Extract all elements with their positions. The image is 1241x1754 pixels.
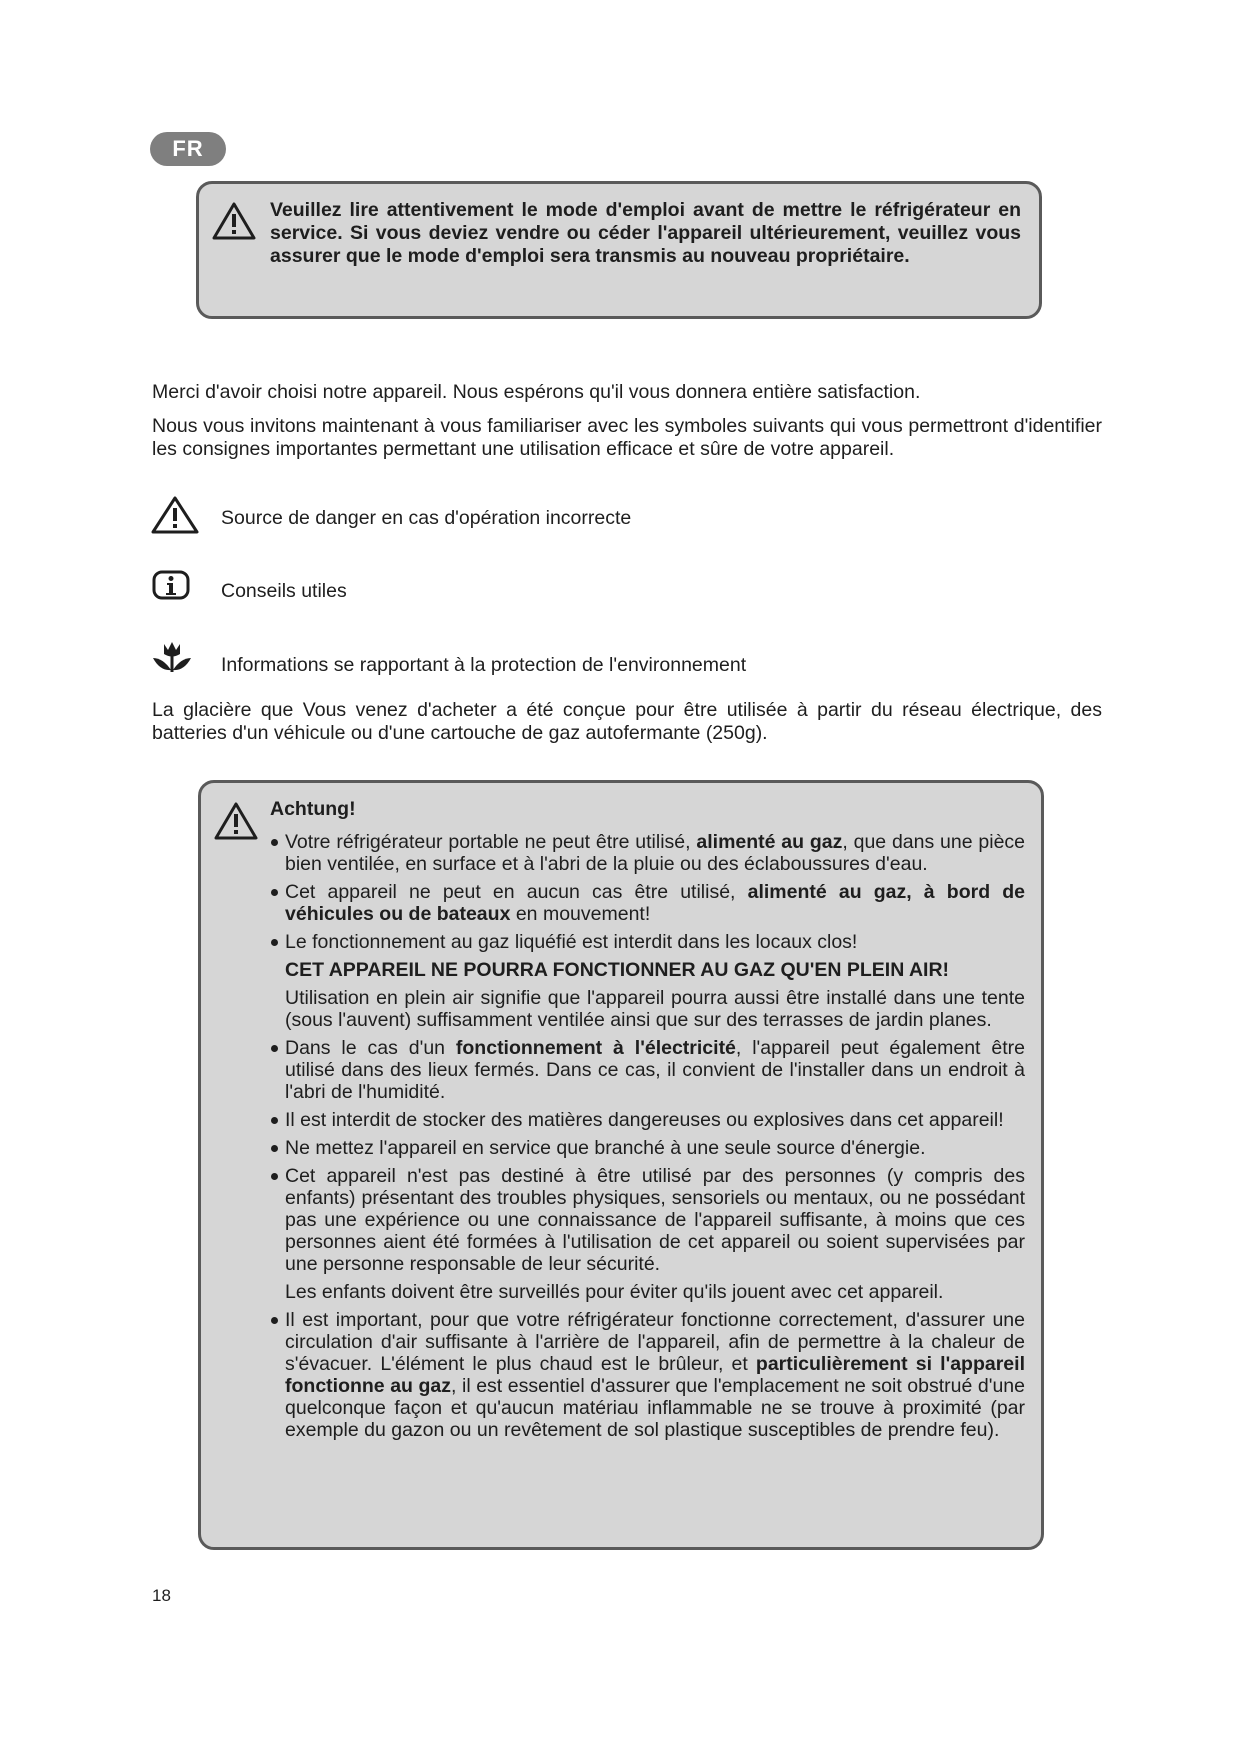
- info-icon: [150, 568, 194, 604]
- list-item: Il est important, pour que votre réfrigérateur fonctionne correctement, d'assurer une circulation d'air suffisante à l'arrière de l'appareil, afin de permettre à la chaleur de s'évacuer. L'élément le plus chaud est le brûleur, et particulièrement si l'appareil fonctionne au gaz, il est essentiel d'assurer que l'emplacement ne soit obstrué d'une quelconque façon et qu'aucun matériau inflammable ne se trouve à proximité (par exemple du gazon ou un revêtement de sol plastique susceptibles de prendre feu).: [285, 1309, 1025, 1441]
- bullet-icon: [271, 839, 278, 846]
- warning-caps-text: CET APPAREIL NE POURRA FONCTIONNER AU GAZ QU'EN PLEIN AIR!: [285, 959, 950, 981]
- environment-flower-icon: [150, 638, 194, 678]
- intro-thanks: Merci d'avoir choisi notre appareil. Nous espérons qu'il vous donnera entière satisfaction.: [152, 381, 921, 403]
- list-item: Cet appareil ne peut en aucun cas être utilisé, alimenté au gaz, à bord de véhicules ou de bateaux en mouvement!: [285, 881, 1025, 925]
- warning-triangle-icon: [211, 201, 257, 241]
- warning-triangle-icon: [213, 801, 259, 841]
- bullet-icon: [271, 1173, 278, 1180]
- list-item: Ne mettez l'appareil en service que branché à une seule source d'énergie.: [285, 1137, 1025, 1159]
- bullet-icon: [271, 1117, 278, 1124]
- danger-label: Source de danger en cas d'opération incorrecte: [221, 507, 632, 529]
- list-item: Il est interdit de stocker des matières dangereuses ou explosives dans cet appareil!: [285, 1109, 1025, 1131]
- product-description: La glacière que Vous venez d'acheter a été conçue pour être utilisée à partir du réseau électrique, des batteries d'un véhicule ou d'une cartouche de gaz autofermante (250g).: [152, 699, 1102, 744]
- notice-text: Veuillez lire attentivement le mode d'emploi avant de mettre le réfrigérateur en service. Si vous deviez vendre ou céder l'appareil ultérieurement, veuillez vous assurer que le mode d'emploi sera transmis au nouveau propriétaire.: [270, 199, 1021, 267]
- bullet-icon: [271, 939, 278, 946]
- bullet-icon: [271, 1045, 278, 1052]
- list-item: Cet appareil n'est pas destiné à être utilisé par des personnes (y compris des enfants) présentant des troubles physiques, sensoriels ou mentaux, ou ne possédant pas une expérience ou une connaissance de l'appareil suffisante, à moins que ces personnes aient été formées à l'utilisation de cet appareil ou soient supervisées par une personne responsable de leur sécurité. Les enfants doivent être surveillés pour éviter qu'ils jouent avec cet appareil.: [285, 1165, 1025, 1303]
- page-number: 18: [152, 1586, 171, 1605]
- notice-box: [196, 181, 1042, 319]
- environment-label: Informations se rapportant à la protection de l'environnement: [221, 654, 747, 676]
- danger-icon: [150, 495, 200, 535]
- warning-box: [198, 780, 1044, 1550]
- info-label: Conseils utiles: [221, 580, 347, 602]
- intro-invite: Nous vous invitons maintenant à vous familiariser avec les symboles suivants qui vous permettront d'identifier les consignes importantes permettant une utilisation efficace et sûre de votre appareil.: [152, 415, 1102, 460]
- list-item: Le fonctionnement au gaz liquéfié est interdit dans les locaux clos! CET APPAREIL NE POURRA FONCTIONNER AU GAZ QU'EN PLEIN AIR! Utilisation en plein air signifie que l'appareil pourra aussi être installé dans une tente (sous l'auvent) suffisamment ventilée ainsi que sur des terrasses de jardin planes.: [285, 931, 1025, 1031]
- list-item: Dans le cas d'un fonctionnement à l'électricité, l'appareil peut également être utilisé dans des lieux fermés. Dans ce cas, il convient de l'installer dans un endroit à l'abri de l'humidité.: [285, 1037, 1025, 1103]
- bullet-icon: [271, 889, 278, 896]
- warning-list: [285, 831, 1025, 1447]
- bullet-icon: [271, 1145, 278, 1152]
- bullet-icon: [271, 1317, 278, 1324]
- warning-title: Achtung!: [270, 798, 356, 820]
- list-item: Votre réfrigérateur portable ne peut être utilisé, alimenté au gaz, que dans une pièce bien ventilée, en surface et à l'abri de la pluie ou des éclaboussures d'eau.: [285, 831, 1025, 875]
- language-badge: FR: [150, 132, 226, 166]
